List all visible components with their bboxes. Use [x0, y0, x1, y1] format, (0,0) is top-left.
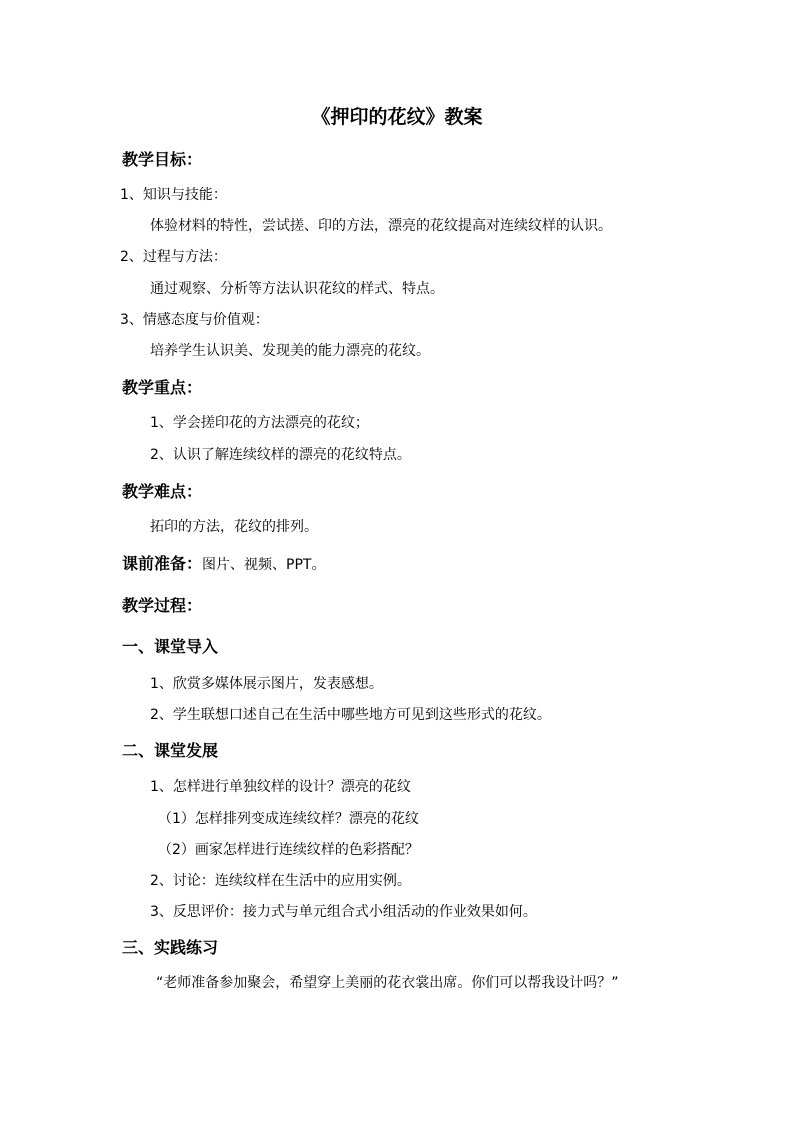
difficulties-text: 拓印的方法，花纹的排列。 — [150, 519, 318, 535]
section2-heading: 二、课堂发展 — [122, 741, 219, 760]
preparation-text: 图片、视频、PPT。 — [202, 557, 326, 573]
section3-heading: 三、实践练习 — [122, 938, 219, 957]
goals-heading: 教学目标： — [122, 150, 203, 169]
difficulties-heading: 教学难点： — [122, 482, 203, 501]
section2-sub2: （2）画家怎样进行连续纹样的色彩搭配？ — [158, 842, 419, 858]
key-points-heading: 教学重点： — [122, 378, 203, 397]
section1-item1: 1、欣赏多媒体展示图片，发表感想。 — [150, 676, 383, 692]
goals-item3-label: 3、情感态度与价值观： — [120, 312, 269, 328]
process-heading: 教学过程： — [122, 596, 203, 615]
section2-item1: 1、怎样进行单独纹样的设计？漂亮的花纹 — [150, 779, 411, 795]
key-points-item2: 2、认识了解连续纹样的漂亮的花纹特点。 — [150, 447, 411, 463]
section1-heading: 一、课堂导入 — [122, 637, 219, 656]
section3-quote: “老师准备参加聚会，希望穿上美丽的花衣裳出席。你们可以帮我设计吗？” — [156, 975, 619, 991]
preparation-heading: 课前准备： — [122, 554, 203, 573]
key-points-item1: 1、学会搓印花的方法漂亮的花纹； — [150, 415, 369, 431]
document-title: 《押印的花纹》教案 — [311, 106, 483, 128]
goals-item3-text: 培养学生认识美、发现美的能力漂亮的花纹。 — [150, 343, 430, 359]
goals-item1-label: 1、知识与技能： — [120, 187, 227, 203]
preparation-line — [122, 556, 325, 572]
section2-item2: 2、讨论：连续纹样在生活中的应用实例。 — [150, 873, 411, 889]
section1-item2: 2、学生联想口述自己在生活中哪些地方可见到这些形式的花纹。 — [150, 707, 551, 723]
section2-sub1: （1）怎样排列变成连续纹样？漂亮的花纹 — [158, 811, 419, 827]
goals-item1-text: 体验材料的特性，尝试搓、印的方法，漂亮的花纹提高对连续纹样的认识。 — [150, 218, 612, 234]
goals-item2-text: 通过观察、分析等方法认识花纹的样式、特点。 — [150, 281, 444, 297]
goals-item2-label: 2、过程与方法： — [120, 249, 227, 265]
section2-item3: 3、反思评价：接力式与单元组合式小组活动的作业效果如何。 — [150, 904, 537, 920]
